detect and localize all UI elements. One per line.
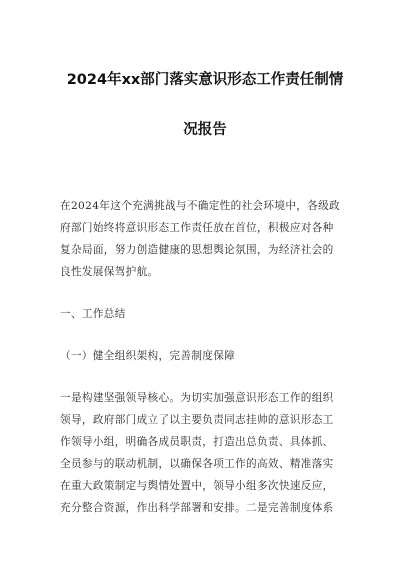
subsection-heading: （一）健全组织架构，完善制度保障 [60, 350, 236, 362]
intro-paragraph-line: 在2024年这个充满挑战与不确定性的社会环境中，各级政 [60, 200, 341, 212]
body-paragraph-line: 全员参与的联动机制，以确保各项工作的高效、精准落实 [60, 458, 334, 470]
body-paragraph-line: 充分整合资源，作出科学部署和安排。二是完善制度体系 [60, 502, 334, 514]
body-paragraph-line: 领导，政府部门成立了以主要负责同志挂帅的意识形态工 [60, 414, 334, 426]
document-title-line-2: 况报告 [183, 122, 227, 138]
intro-paragraph-line: 府部门始终将意识形态工作责任放在首位，积极应对各种 [60, 222, 334, 234]
document-title-line-1: 2024年xx部门落实意识形态工作责任制情 [66, 72, 344, 88]
section-heading: 一、工作总结 [60, 308, 126, 320]
body-paragraph-line: 一是构建坚强领导核心。为切实加强意识形态工作的组织 [60, 392, 334, 404]
intro-paragraph-line: 良性发展保驾护航。 [60, 266, 159, 278]
body-paragraph-line: 作领导小组，明确各成员职责，打造出总负责、具体抓、 [60, 436, 334, 448]
body-paragraph-line: 在重大政策制定与舆情处置中，领导小组多次快速反应， [60, 480, 334, 492]
intro-paragraph-line: 复杂局面，努力创造健康的思想舆论氛围，为经济社会的 [60, 244, 334, 256]
